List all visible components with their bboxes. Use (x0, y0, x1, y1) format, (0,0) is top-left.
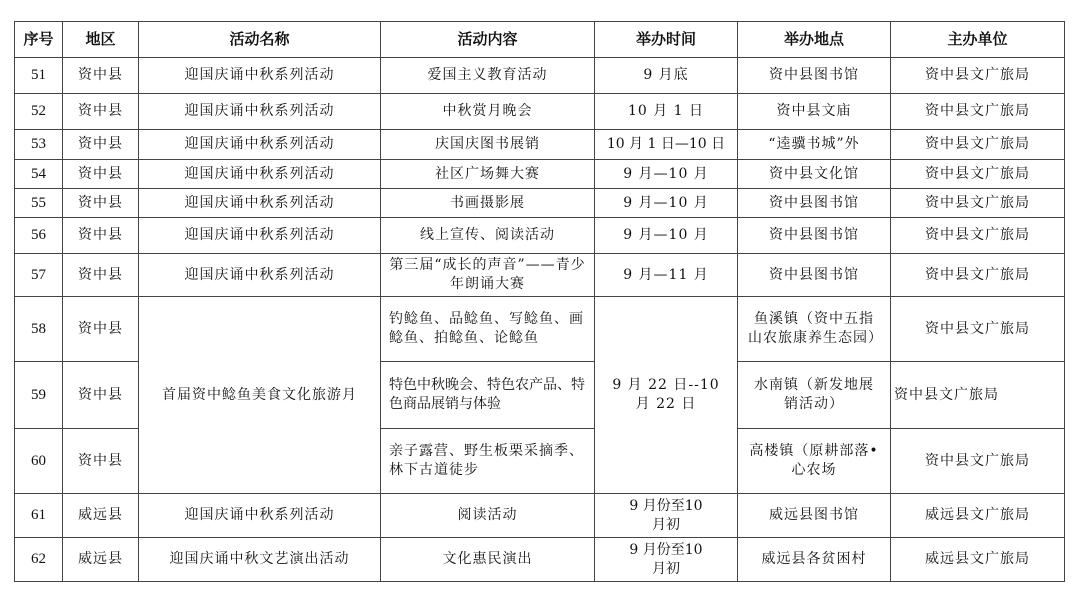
cell-region: 资中县 (63, 189, 139, 218)
cell-no: 62 (15, 538, 63, 582)
cell-no: 54 (15, 160, 63, 189)
cell-name: 迎国庆诵中秋系列活动 (139, 189, 381, 218)
cell-time: 10 月 1 日 (595, 94, 738, 130)
cell-content: 文化惠民演出 (381, 538, 595, 582)
cell-name: 迎国庆诵中秋系列活动 (139, 218, 381, 254)
cell-region: 资中县 (63, 160, 139, 189)
table-row (15, 160, 1065, 189)
cell-region: 资中县 (63, 254, 139, 297)
cell-region: 资中县 (63, 130, 139, 160)
header-row (15, 22, 1065, 58)
cell-place: 资中县图书馆 (738, 218, 891, 254)
cell-no: 60 (15, 429, 63, 494)
cell-place: 资中县图书馆 (738, 189, 891, 218)
cell-time: 9 月—10 月 (595, 160, 738, 189)
cell-content: 书画摄影展 (381, 189, 595, 218)
cell-name: 迎国庆诵中秋系列活动 (139, 94, 381, 130)
header-org: 主办单位 (891, 22, 1065, 58)
cell-no: 61 (15, 494, 63, 538)
cell-name: 迎国庆诵中秋系列活动 (139, 494, 381, 538)
cell-no: 51 (15, 58, 63, 94)
table-row (15, 538, 1065, 582)
cell-place: 鱼溪镇（资中五指山农旅康养生态园） (738, 297, 891, 362)
cell-content: 阅读活动 (381, 494, 595, 538)
header-name: 活动名称 (139, 22, 381, 58)
cell-time-merged: 9 月 22 日--10 月 22 日 (595, 297, 738, 494)
cell-region: 资中县 (63, 429, 139, 494)
cell-no: 56 (15, 218, 63, 254)
cell-no: 57 (15, 254, 63, 297)
table-row (15, 494, 1065, 538)
cell-name-merged: 首届资中鲶鱼美食文化旅游月 (139, 297, 381, 494)
cell-place: 资中县文化馆 (738, 160, 891, 189)
cell-place: 资中县图书馆 (738, 58, 891, 94)
cell-content: 亲子露营、野生板栗采摘季、林下古道徒步 (381, 429, 595, 494)
cell-org: 资中县文广旅局 (891, 189, 1065, 218)
cell-org: 资中县文广旅局 (891, 160, 1065, 189)
table-row (15, 297, 1065, 362)
cell-content: 第三届“成长的声音”——青少年朗诵大赛 (381, 254, 595, 297)
header-place: 举办地点 (738, 22, 891, 58)
cell-time: 9 月份至10 月初 (595, 538, 738, 582)
cell-place: 威远县各贫困村 (738, 538, 891, 582)
cell-org: 资中县文广旅局 (891, 429, 1065, 494)
cell-content: 特色中秋晚会、特色农产品、特色商品展销与体验 (381, 362, 595, 429)
cell-content: 线上宣传、阅读活动 (381, 218, 595, 254)
cell-name: 迎国庆诵中秋系列活动 (139, 254, 381, 297)
cell-content: 爱国主义教育活动 (381, 58, 595, 94)
cell-region: 资中县 (63, 94, 139, 130)
cell-org: 威远县文广旅局 (891, 494, 1065, 538)
table-row (15, 189, 1065, 218)
cell-content: 庆国庆图书展销 (381, 130, 595, 160)
cell-region: 威远县 (63, 538, 139, 582)
cell-no: 55 (15, 189, 63, 218)
cell-org: 威远县文广旅局 (891, 538, 1065, 582)
cell-name: 迎国庆诵中秋系列活动 (139, 130, 381, 160)
activity-table (14, 21, 1065, 582)
cell-time: 9 月—11 月 (595, 254, 738, 297)
table-row (15, 254, 1065, 297)
cell-no: 59 (15, 362, 63, 429)
header-no: 序号 (15, 22, 63, 58)
cell-no: 53 (15, 130, 63, 160)
cell-content: 钓鲶鱼、品鲶鱼、写鲶鱼、画鲶鱼、拍鲶鱼、论鲶鱼 (381, 297, 595, 362)
cell-org: 资中县文广旅局 (891, 362, 1065, 429)
cell-org: 资中县文广旅局 (891, 218, 1065, 254)
cell-time: 9 月底 (595, 58, 738, 94)
cell-region: 威远县 (63, 494, 139, 538)
table-row (15, 218, 1065, 254)
table-row (15, 58, 1065, 94)
cell-org: 资中县文广旅局 (891, 297, 1065, 362)
cell-region: 资中县 (63, 362, 139, 429)
table-row (15, 130, 1065, 160)
cell-time: 9 月—10 月 (595, 189, 738, 218)
cell-place: 水南镇（新发地展销活动） (738, 362, 891, 429)
table-row (15, 94, 1065, 130)
header-time: 举办时间 (595, 22, 738, 58)
cell-time: 9 月—10 月 (595, 218, 738, 254)
cell-org: 资中县文广旅局 (891, 94, 1065, 130)
cell-org: 资中县文广旅局 (891, 58, 1065, 94)
cell-place: 资中县图书馆 (738, 254, 891, 297)
cell-content: 社区广场舞大赛 (381, 160, 595, 189)
cell-no: 52 (15, 94, 63, 130)
cell-place: 高楼镇（原耕部落•心农场 (738, 429, 891, 494)
cell-time: 10 月 1 日—10 日 (595, 130, 738, 160)
cell-time: 9 月份至10 月初 (595, 494, 738, 538)
cell-name: 迎国庆诵中秋系列活动 (139, 58, 381, 94)
cell-place: 威远县图书馆 (738, 494, 891, 538)
cell-region: 资中县 (63, 58, 139, 94)
cell-place: “逵骥书城”外 (738, 130, 891, 160)
cell-no: 58 (15, 297, 63, 362)
header-region: 地区 (63, 22, 139, 58)
cell-name: 迎国庆诵中秋文艺演出活动 (139, 538, 381, 582)
cell-region: 资中县 (63, 218, 139, 254)
cell-region: 资中县 (63, 297, 139, 362)
header-content: 活动内容 (381, 22, 595, 58)
cell-name: 迎国庆诵中秋系列活动 (139, 160, 381, 189)
cell-org: 资中县文广旅局 (891, 130, 1065, 160)
cell-org: 资中县文广旅局 (891, 254, 1065, 297)
cell-place: 资中县文庙 (738, 94, 891, 130)
cell-content: 中秋赏月晚会 (381, 94, 595, 130)
